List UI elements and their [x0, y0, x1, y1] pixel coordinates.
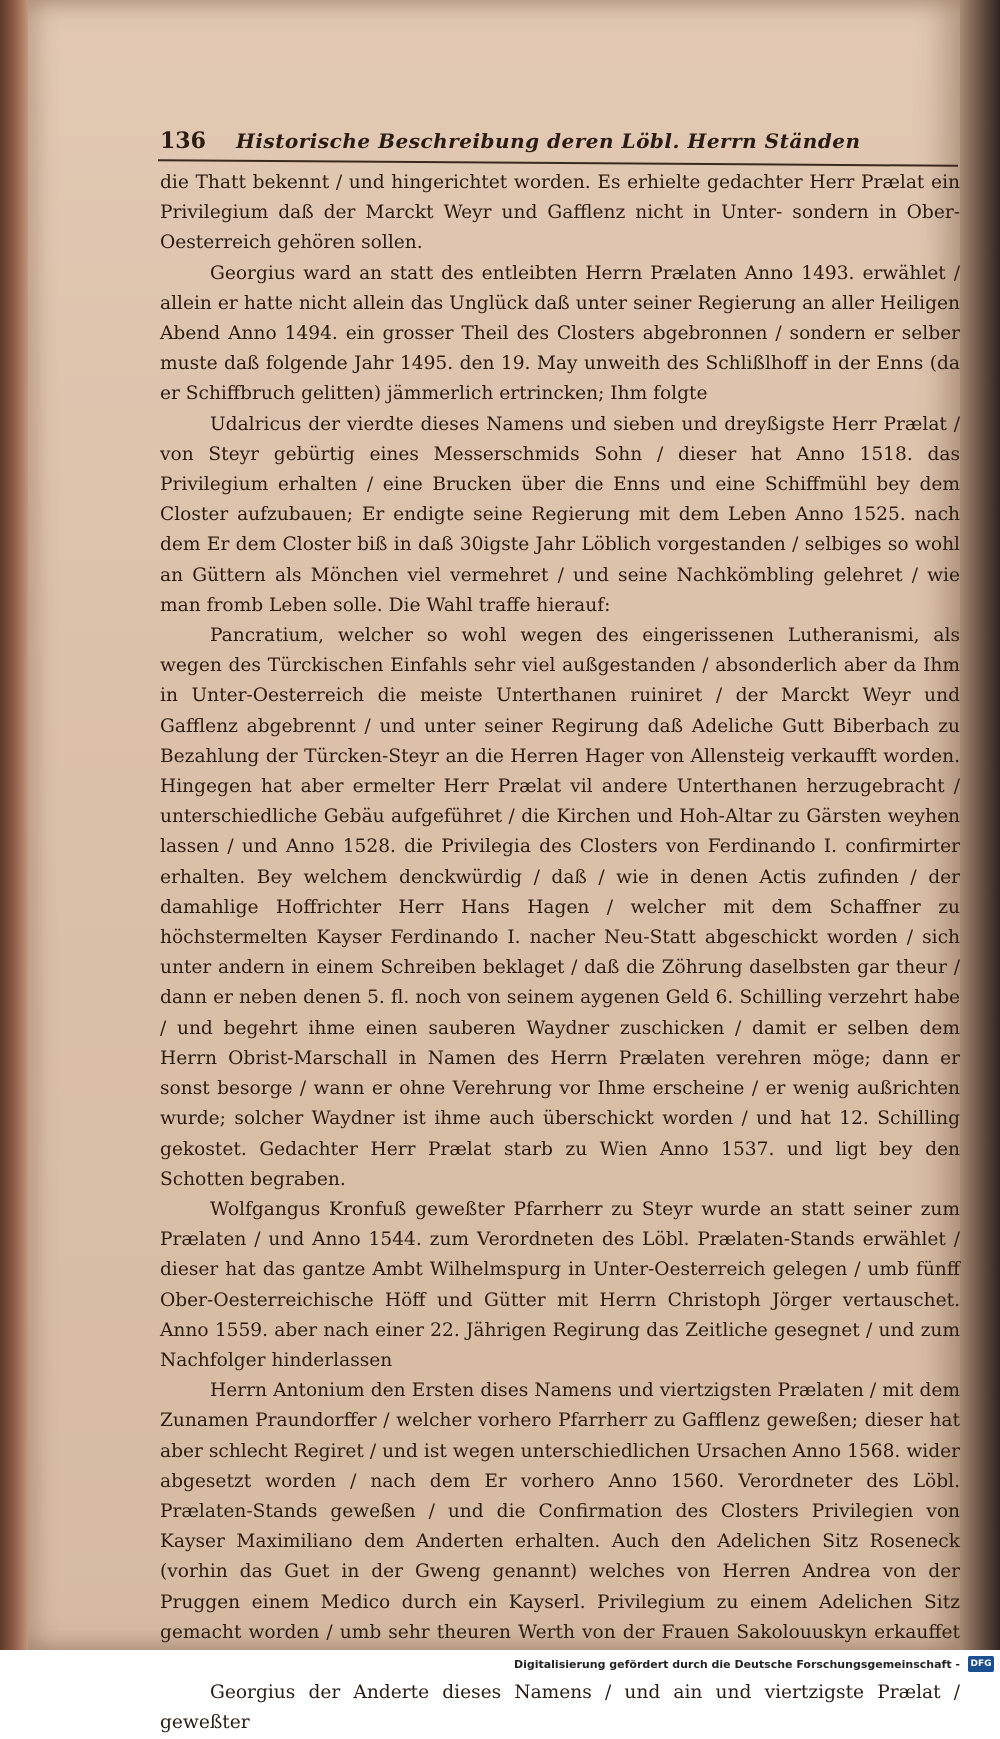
running-head: Historische Beschreibung deren Löbl. Herrn Ständen — [235, 129, 861, 153]
paragraph: Udalricus der vierdte dieses Namens und sieben und dreyßigste Herr Prælat / von Steyr gebürtig eines Messerschmids Sohn / dieser hat Anno 1518. das Privilegium erhalten / eine Brucken über die Enns und eine Schiffmühl bey dem Closter aufzubauen; Er endigte seine Regierung mit dem Leben Anno 1525. nach dem Er dem Closter biß in daß 30igste Jahr Löblich vorgestanden / selbiges so wohl an Güttern als Mönchen viel vermehret / und seine Nachkömbling gelehret / wie man fromb Leben solle. Die Wahl traffe hierauf: — [160, 413, 960, 616]
paragraph: die Thatt bekennt / und hingerichtet worden. Es erhielte gedachter Herr Prælat ein Privilegium daß der Marckt Weyr und Gafflenz nicht in Unter- sondern in Ober-Oesterreich gehören sollen. — [160, 172, 960, 254]
paragraph: Georgius der Anderte dieses Namens / und ain und viertzigste Prælat / geweßter — [160, 1682, 960, 1734]
paragraph: Herrn Antonium den Ersten dises Namens und viertzigsten Prælaten / mit dem Zunamen Praundorffer / welcher vorhero Pfarrherr zu Gafflenz geweßen; dieser hat aber schlecht Regiret / und ist wegen unterschiedlichen Ursachen Anno 1568. wider abgesetzt worden / nach dem Er vorhero Anno 1560. Verordneter des Löbl. Prælaten-Stands geweßen / und die Confirmation des Closters Privilegien von Kayser Maximiliano dem Anderten erhalten. Auch den Adelichen Sitz Roseneck (vorhin das Guet in der Gweng genannt) welches von Herren Andrea von der Pruggen einem Medico durch ein Kayserl. Privilegium zu einem Adelichen Sitz gemacht worden / umb sehr theuren Werth von der Frauen Sakolouuskyn erkauffet — [160, 1380, 960, 1643]
dfg-logo-icon: DFG — [968, 1656, 994, 1672]
footer-credit: Digitalisierung gefördert durch die Deutsche Forschungsgemeinschaft - — [513, 1658, 960, 1671]
paragraph: Georgius ward an statt des entleibten Herrn Prælaten Anno 1493. erwählet / allein er hatte nicht allein das Unglück daß unter seiner Regierung an aller Heiligen Abend Anno 1494. ein grosser Theil des Closters abgebronnen / sondern er selber muste daß folgende Jahr 1495. den 19. May unweith des Schlißlhoff in der Enns (da er Schiffbruch gelitten) jämmerlich ertrincken; Ihm folgte — [160, 262, 960, 405]
page-header — [160, 128, 960, 160]
book-gutter — [960, 0, 1000, 1650]
paragraph: Pancratium, welcher so wohl wegen des eingerissenen Lutheranismi, als wegen des Türckischen Einfahls sehr viel außgestanden / absonderlich aber da Ihm in Unter-Oesterreich die meiste Unterthanen ruiniret / der Marckt Weyr und Gafflenz abgebrennt / und unter seiner Regirung daß Adeliche Gutt Biberbach zu Bezahlung der Türcken-Steyr an die Herren Hager von Allensteig verkaufft worden. Hingegen hat aber ermelter Herr Prælat vil andere Unterthanen herzugebracht / unterschiedliche Gebäu aufgeführet / die Kirchen und Hoh-Altar zu Gärsten weyhen lassen / und Anno 1528. die Privilegia des Closters von Ferdinando I. confirmirter erhalten. Bey welchem denckwürdig / daß / wie in denen Actis zufinden / der damahlige Hoffrichter Herr Hans Hagen / welcher mit dem Schaffner zu höchstermelten Kayser Ferdinando I. nacher Neu-Statt abgeschickt worden / sich unter andern in einem Schreiben beklaget / daß die Zöhrung daselbsten gar theur / dann er neben denen 5. fl. noch von seinem aygenen Geld 6. Schilling verzehrt habe / und begehrt ihme einen sauberen Waydner zuschicken / damit er selben dem Herrn Obrist-Marschall in Namen des Herrn Prælaten verehren möge; dann er sonst besorge / wann er ohne Verehrung vor Ihme erscheine / er wenig außrichten wurde; solcher Waydner ist ihme auch überschickt worden / und hat 12. Schilling gekostet. Gedachter Herr Prælat starb zu Wien Anno 1537. und ligt bey den Schotten begraben. — [160, 625, 960, 1190]
page-number: 136 — [160, 128, 206, 154]
paragraph: Wolfgangus Kronfuß geweßter Pfarrherr zu Steyr wurde an statt seiner zum Prælaten / und Anno 1544. zum Verordneten des Löbl. Prælaten-Stands erwählet / dieser hat das gantze Ambt Wilhelmspurg in Unter-Oesterreich gelegen / umb fünff Ober-Oesterreichische Höff und Gütter mit Herrn Christoph Jörger vertauschet. Anno 1559. aber nach einer 22. Jährigen Regirung das Zeitliche gesegnet / und zum Nachfolger hinderlassen — [160, 1198, 960, 1371]
